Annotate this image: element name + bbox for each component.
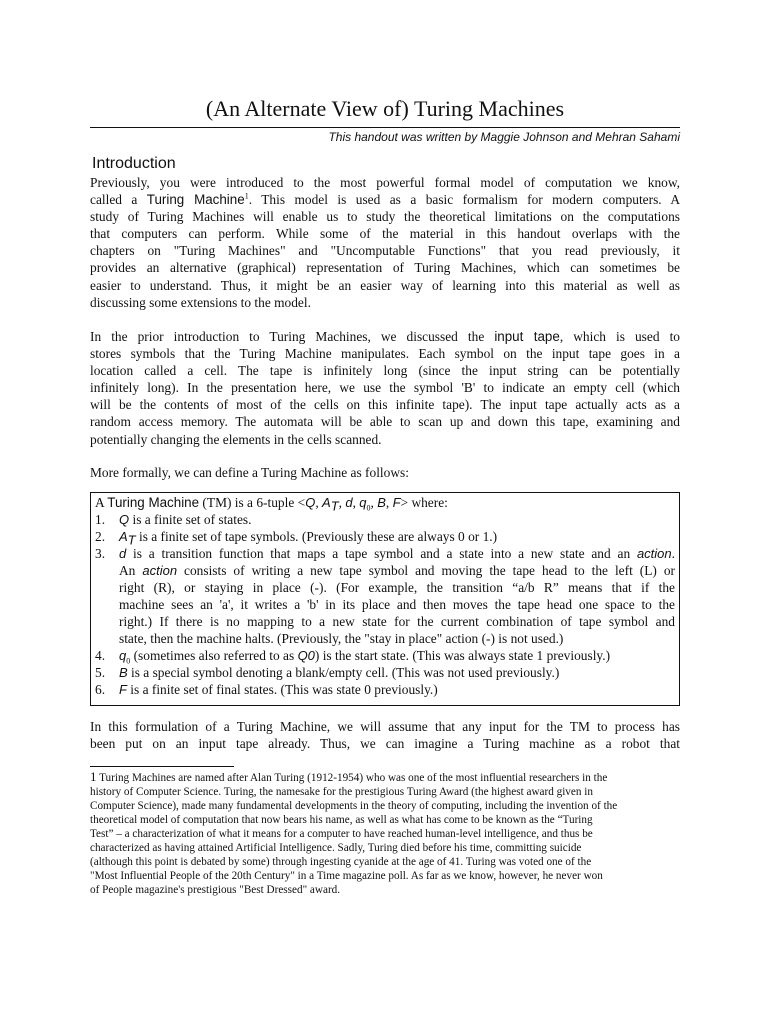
definition-box: [90, 492, 680, 706]
text-line: discussing some extensions to the model.: [90, 294, 311, 310]
symbol-q: Q: [119, 512, 130, 527]
text-line: random access memory. The automata will be able to scan up and down this tape, examining and: [90, 414, 680, 430]
page-title: (An Alternate View of) Turing Machines: [205, 96, 565, 121]
text-line: infinitely long). In the presentation here, we use the symbol 'B' to indicate an empty cell (which: [90, 380, 680, 396]
text-line: "Most Influential People of the 20th Century" in a Time magazine poll. As far as we know, however, he never won: [90, 870, 603, 882]
text-line: (although this point is debated by some) through ingesting cyanide at the age of 41. Turing was voted one of the: [90, 856, 592, 868]
list-number: 5.: [95, 665, 106, 680]
text-span: is a special symbol denoting a blank/empty cell. (This was not used previously.): [127, 665, 560, 680]
symbol-q0: q: [359, 495, 367, 510]
symbol-b: B: [119, 665, 128, 680]
text-span: is a finite set of final states. (This was state 0 previously.): [126, 682, 438, 697]
subscript: 0: [126, 656, 131, 666]
definition-item-1: [95, 511, 675, 528]
text-line: machine sees an 'a', it writes a 'b' in its place and then moves the tape head one space to the: [119, 597, 675, 612]
text-line: More formally, we can define a Turing Machine as follows:: [90, 465, 409, 480]
list-number: 1.: [95, 512, 106, 527]
text-span: , which is used to: [559, 329, 680, 344]
symbol-at: A: [322, 495, 331, 510]
author-byline: This handout was written by Maggie Johnson and Mehran Sahami: [328, 130, 680, 144]
text-span: An: [119, 563, 143, 578]
footnote-divider: [90, 766, 234, 767]
footnote: [90, 771, 680, 897]
text-line: easier to understand. Thus, it might be an easier way of learning into this material as well as: [90, 277, 680, 293]
definition-item-5: [95, 664, 675, 681]
text-line: stores symbols that the Turing Machine manipulates. Each symbol on the input tape goes in a: [90, 346, 680, 362]
term-action: action: [142, 563, 178, 578]
definition-item-4: [95, 647, 675, 664]
text-line: provides an alternative (graphical) representation of Turing Machines, which can sometimes be: [90, 260, 680, 276]
text-span: called a: [90, 192, 147, 208]
definition-item-2: [95, 528, 675, 548]
list-number: 4.: [95, 648, 106, 663]
footnote-reference: 1: [244, 191, 249, 201]
definition-intro: A Turing Machine (TM) is a 6-tuple <Q, $A_T$, d, $q_0$, B, F> where:: [95, 495, 448, 514]
text-line: history of Computer Science. Turing, the namesake for the prestigious Turing Award (the highest award given in: [90, 786, 593, 798]
term-turing-machine: Turing Machine: [107, 495, 200, 510]
symbol-d: d: [345, 495, 353, 510]
text-span: is a transition function that maps a tape symbol and a state into a new state and an: [126, 546, 637, 561]
symbol-b: B: [377, 495, 386, 510]
symbol-f: F: [119, 682, 127, 697]
text-line: been put on an input tape already. Thus, we can imagine a Turing machine as a robot that: [90, 736, 680, 752]
text-span: ) is the start state. (This was always state 1 previously.): [314, 648, 611, 663]
text-line: chapters on "Turing Machines" and "Uncomputable Functions" that you read previously, it: [90, 243, 680, 259]
intro-paragraph-2: [90, 328, 680, 448]
text-line: location called a cell. The tape is infinitely long (since the input string can be potentially: [90, 363, 680, 379]
text-span: consists of writing a new tape symbol and moving the tape head to the left (L) or: [177, 563, 675, 578]
definition-item-6: [95, 681, 675, 698]
list-number: 3.: [95, 546, 106, 561]
text-line: [90, 328, 680, 345]
text-line: In this formulation of a Turing Machine, we will assume that any input for the TM to process has: [90, 719, 680, 734]
text-span: is a finite set of states.: [129, 512, 252, 527]
text-line: Previously, you were introduced to the most powerful formal model of computation we know,: [90, 175, 680, 190]
title-divider: [90, 127, 680, 128]
symbol-q0: q: [119, 648, 127, 663]
text-line: Test” – a characterization of what it means for a computer to have reached human-level intelligence, and thus be: [90, 828, 593, 840]
term-input-tape: input tape: [494, 329, 560, 344]
definition-item-3: [119, 545, 675, 647]
paragraph-formulation: [90, 718, 680, 752]
text-line: [90, 191, 680, 208]
text-line: right (R), or staying in place (-). (For example, the transition “a/b R” means that if the: [119, 580, 675, 595]
text-line: characterized as having attained Artificial Intelligence. Sadly, Turing died before his time, committing suicide: [90, 842, 582, 854]
text-line: [119, 562, 675, 579]
text-span: In the prior introduction to Turing Machines, we discussed the: [90, 329, 495, 344]
symbol-d: d: [119, 546, 127, 561]
intro-paragraph-3: [90, 464, 680, 481]
text-span: (sometimes also referred to as: [130, 648, 298, 663]
text-line: theoretical model of computation that now bears his name, as well as what has come to be known as the “Turing: [90, 814, 593, 826]
subscript: T: [127, 532, 136, 548]
text-span: .: [671, 546, 675, 561]
symbol-q: Q: [305, 495, 316, 510]
text-line: state, then the machine halts. (Previously, the "stay in place" action (-) is not used.): [119, 631, 564, 646]
text-span: . This model is used as a basic formalism for modern computers. A: [248, 192, 680, 208]
symbol-at: A: [119, 529, 128, 544]
section-heading-introduction: Introduction: [92, 155, 176, 172]
text-line: [119, 545, 675, 562]
text-span: is a finite set of tape symbols. (Previously these are always 0 or 1.): [135, 529, 498, 544]
list-number: 2.: [95, 529, 106, 544]
subscript: T: [330, 498, 339, 514]
text-line: of People magazine's prestigious "Best Dressed" award.: [90, 884, 341, 896]
symbol-f: F: [392, 495, 401, 510]
intro-paragraph-1: [90, 174, 680, 311]
text-line: will be the contents of most of the cells on this infinite tape). The input tape actually acts as a: [90, 397, 680, 413]
text-line: [90, 771, 680, 785]
text-line: Computer Science), made many fundamental developments in the theory of computing, including the invention of the: [90, 800, 618, 812]
text-span: (TM) is a 6-tuple <: [199, 495, 306, 510]
text-line: study of Turing Machines will enable us to study the theoretical limitations on the computations: [90, 209, 680, 225]
term-turing-machine: Turing Machine: [146, 192, 245, 208]
text-line: potentially changing the elements in the cells scanned.: [90, 431, 382, 447]
text-span: Turing Machines are named after Alan Turing (1912-1954) who was one of the most influential researchers in the: [96, 772, 608, 784]
list-number: 6.: [95, 682, 106, 697]
text-line: that computers can perform. While some of the material in this handout overlaps with the: [90, 226, 680, 242]
footnote-mark: 1: [90, 771, 97, 784]
text-span: > where:: [400, 495, 448, 510]
text-line: right.) If there is no mapping to a new state for the current combination of tape symbol and: [119, 614, 675, 629]
symbol-q0-alt: Q0: [297, 648, 315, 663]
subscript: 0: [366, 503, 371, 513]
term-action: action: [636, 546, 672, 561]
text-span: A: [95, 495, 108, 510]
